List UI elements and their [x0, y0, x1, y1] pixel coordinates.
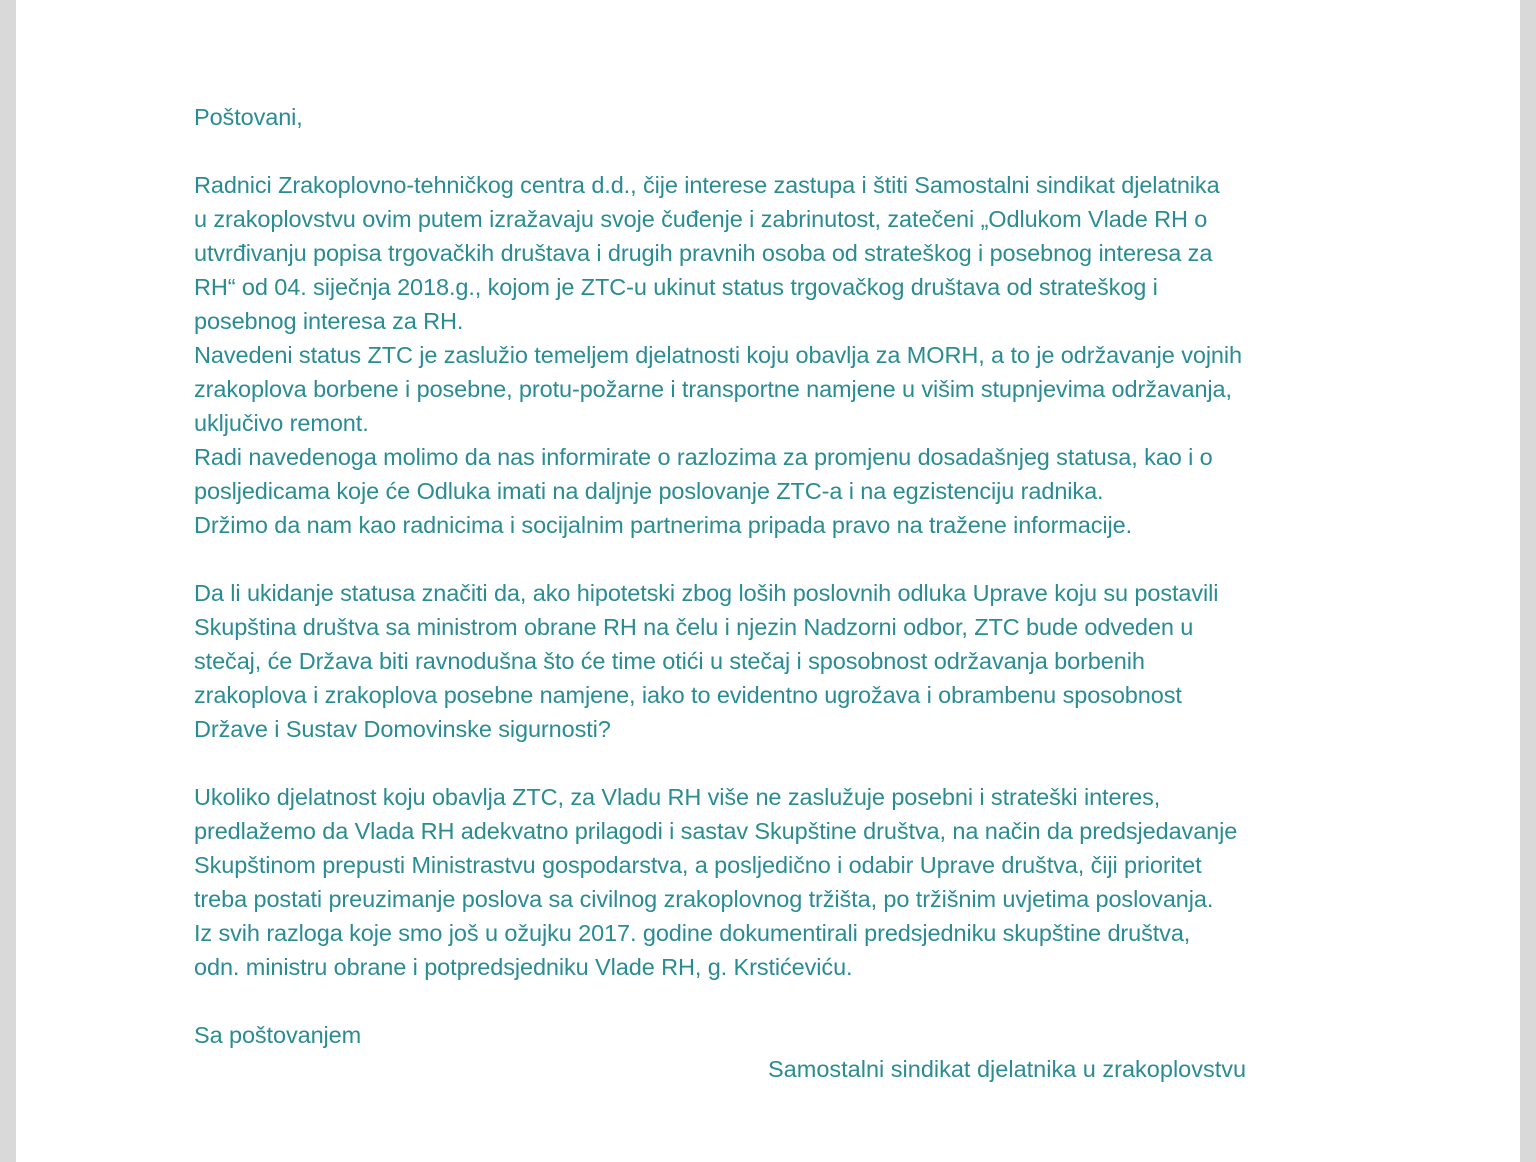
paragraph-1-line: Radnici Zrakoplovno-tehničkog centra d.d., čije interese zastupa i štiti Samostalni sindikat djelatnika [194, 172, 1220, 198]
salutation: Poštovani, [194, 104, 303, 130]
paragraph-2-line: Skupština društva sa ministrom obrane RH na čelu i njezin Nadzorni odbor, ZTC bude odveden u [194, 614, 1194, 640]
paragraph-1-line: Držimo da nam kao radnicima i socijalnim partnerima pripada pravo na tražene informacije. [194, 512, 1133, 538]
paragraph-spacer [194, 984, 1374, 1018]
paragraph-2-line: Države i Sustav Domovinske sigurnosti? [194, 716, 611, 742]
paragraph-3-line: predlažemo da Vlada RH adekvatno prilagodi i sastav Skupštine društva, na način da predsjedavanje [194, 818, 1238, 844]
paragraph-1-line: zrakoplova borbene i posebne, protu-požarne i transportne namjene u višim stupnjevima održavanja, [194, 376, 1232, 402]
paragraph-3-line: Skupštinom prepusti Ministrastvu gospodarstva, a posljedično i odabir Uprave društva, čiji prioritet [194, 852, 1202, 878]
paragraph-1-line: RH“ od 04. siječnja 2018.g., kojom je ZTC-u ukinut status trgovačkog društava od strateškog i [194, 274, 1158, 300]
paragraph-1-line: posebnog interesa za RH. [194, 308, 464, 334]
paragraph-1-line: uključivo remont. [194, 410, 369, 436]
paragraph-1-line: Navedeni status ZTC je zaslužio temeljem djelatnosti koju obavlja za MORH, a to je održavanje vojnih [194, 342, 1242, 368]
paragraph-3-line: Ukoliko djelatnost koju obavlja ZTC, za Vladu RH više ne zaslužuje posebni i strateški interes, [194, 784, 1161, 810]
paragraph-1-line: posljedicama koje će Odluka imati na daljnje poslovanje ZTC-a i na egzistenciju radnika. [194, 478, 1104, 504]
closing: Sa poštovanjem [194, 1022, 362, 1048]
paragraph-2-line: stečaj, će Država biti ravnodušna što će time otići u stečaj i sposobnost održavanja borbenih [194, 648, 1145, 674]
paragraph-3-line: Iz svih razloga koje smo još u ožujku 2017. godine dokumentirali predsjedniku skupštine društva, [194, 920, 1191, 946]
paragraph-1-line: u zrakoplovstvu ovim putem izražavaju svoje čuđenje i zabrinutost, zatečeni „Odlukom Vlade RH o [194, 206, 1208, 232]
paragraph-1 [194, 168, 1374, 542]
letter-body [194, 100, 1374, 1052]
paragraph-3-line: treba postati preuzimanje poslova sa civilnog zrakoplovnog tržišta, po tržišnim uvjetima poslovanja. [194, 886, 1214, 912]
paragraph-1-line: utvrđivanju popisa trgovačkih društava i drugih pravnih osoba od strateškog i posebnog interesa za [194, 240, 1213, 266]
paragraph-2-line: Da li ukidanje statusa značiti da, ako hipotetski zbog loših poslovnih odluka Uprave koju su postavili [194, 580, 1219, 606]
signature: Samostalni sindikat djelatnika u zrakoplovstvu [768, 1056, 1247, 1082]
paragraph-2 [194, 576, 1374, 746]
paragraph-spacer [194, 134, 1374, 168]
paragraph-2-line: zrakoplova i zrakoplova posebne namjene, iako to evidentno ugrožava i obrambenu sposobnost [194, 682, 1182, 708]
document-page [16, 0, 1520, 1162]
paragraph-1-line: Radi navedenoga molimo da nas informirate o razlozima za promjenu dosadašnjeg statusa, kao i o [194, 444, 1213, 470]
paragraph-3 [194, 780, 1374, 984]
paragraph-3-line: odn. ministru obrane i potpredsjedniku Vlade RH, g. Krstićeviću. [194, 954, 853, 980]
paragraph-spacer [194, 746, 1374, 780]
paragraph-spacer [194, 542, 1374, 576]
